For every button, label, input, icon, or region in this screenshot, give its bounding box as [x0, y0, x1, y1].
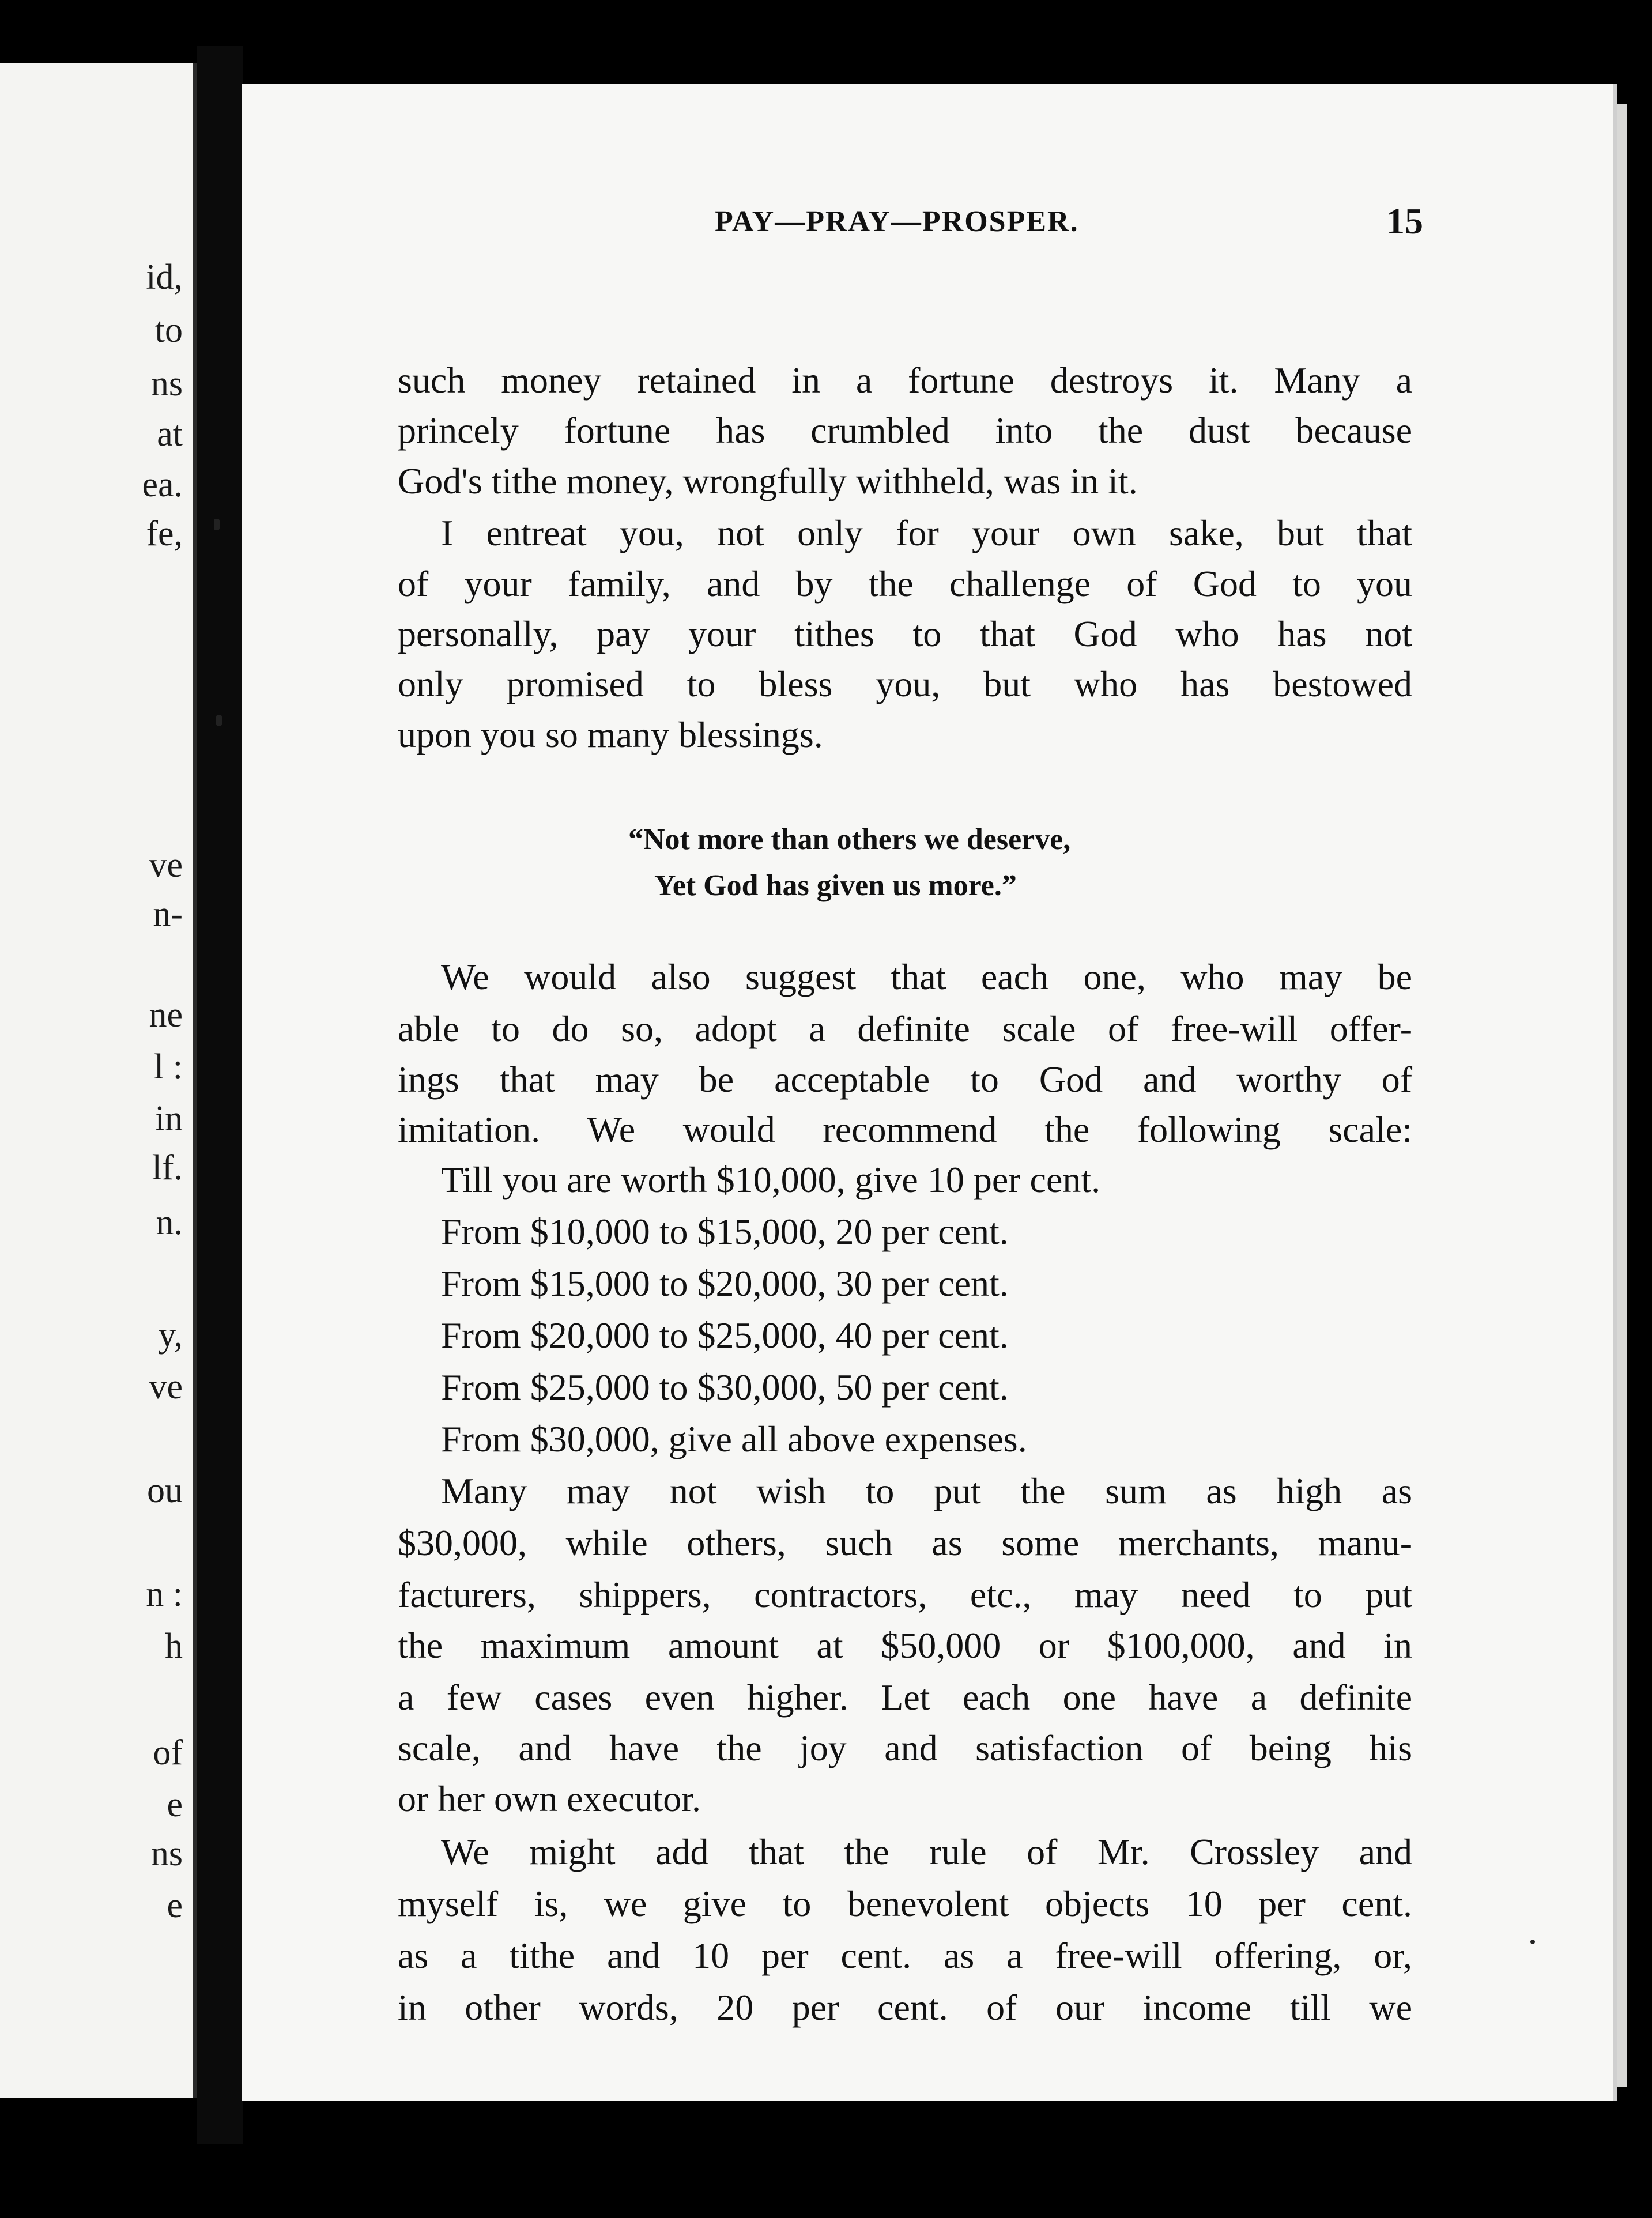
text-line: the maximum amount at $50,000 or $100,000, and in [398, 1625, 1412, 1666]
binding-stitch-mark [216, 715, 222, 726]
text-line: able to do so, adopt a definite scale of free-will offer- [398, 1008, 1412, 1049]
text-line: scale, and have the joy and satisfaction of being his [398, 1727, 1412, 1768]
text-line: only promised to bless you, but who has bestowed [398, 663, 1412, 704]
left-fragment: e [167, 1785, 183, 1824]
scale-line: From $20,000 to $25,000, 40 per cent. [441, 1315, 1009, 1356]
text-line: imitation. We would recommend the following scale: [398, 1109, 1412, 1150]
text-line: princely fortune has crumbled into the dust because [398, 410, 1412, 451]
text-line: facturers, shippers, contractors, etc., may need to put [398, 1574, 1412, 1615]
scale-line: From $30,000, give all above expenses. [441, 1419, 1027, 1459]
quotation-line: “Not more than others we deserve, [628, 823, 1071, 856]
left-fragment: l : [154, 1047, 183, 1087]
scale-line: From $15,000 to $20,000, 30 per cent. [441, 1263, 1009, 1304]
book-page [242, 84, 1617, 2101]
print-speck [1530, 1940, 1535, 1944]
binding-stitch-mark [214, 519, 220, 530]
scale-line: Till you are worth $10,000, give 10 per cent. [441, 1159, 1101, 1200]
text-line: of your family, and by the challenge of God to you [398, 563, 1412, 604]
text-line: in other words, 20 per cent. of our income till we [398, 1987, 1412, 2028]
text-line: We might add that the rule of Mr. Crossley and [441, 1831, 1412, 1872]
quotation-line: Yet God has given us more.” [654, 869, 1017, 902]
page-edge [1617, 104, 1627, 2087]
left-fragment: lf. [152, 1148, 183, 1187]
text-line: God's tithe money, wrongfully withheld, was in it. [398, 461, 1138, 501]
left-fragment: ns [150, 364, 183, 403]
running-head-title: PAY—PRAY—PROSPER. [715, 205, 1079, 238]
text-line: personally, pay your tithes to that God who has not [398, 613, 1412, 654]
book-gutter [197, 46, 243, 2144]
left-fragment: h [165, 1627, 183, 1666]
left-fragment: at [157, 414, 183, 454]
left-fragment: id, [146, 258, 183, 297]
text-line: I entreat you, not only for your own sake, but that [441, 512, 1412, 553]
left-fragment: ns [150, 1834, 183, 1873]
page-number: 15 [1386, 201, 1423, 242]
previous-page-edge [0, 63, 197, 2098]
left-fragment: y, [158, 1315, 183, 1355]
text-line: $30,000, while others, such as some merchants, manu- [398, 1522, 1412, 1563]
running-head [242, 201, 1617, 251]
text-line: Many may not wish to put the sum as high as [441, 1470, 1412, 1511]
text-line: a few cases even higher. Let each one have a definite [398, 1677, 1412, 1718]
left-fragment: of [153, 1733, 183, 1772]
left-fragment: ve [149, 846, 183, 885]
text-line: ings that may be acceptable to God and worthy of [398, 1059, 1412, 1100]
left-fragment: ve [149, 1367, 183, 1406]
left-fragment: fe, [146, 514, 183, 553]
text-line: We would also suggest that each one, who may be [441, 956, 1412, 997]
text-line: upon you so many blessings. [398, 714, 823, 755]
text-line: myself is, we give to benevolent objects 10 per cent. [398, 1883, 1412, 1924]
left-fragment: ea. [142, 465, 183, 504]
left-fragment: e [167, 1886, 183, 1925]
scale-line: From $25,000 to $30,000, 50 per cent. [441, 1367, 1009, 1408]
left-fragment: n. [156, 1203, 183, 1242]
left-fragment: ne [149, 995, 183, 1035]
left-fragment: in [154, 1099, 183, 1138]
scale-line: From $10,000 to $15,000, 20 per cent. [441, 1211, 1009, 1252]
left-fragment: ou [147, 1471, 183, 1510]
left-fragment: n- [153, 895, 183, 934]
text-line: or her own executor. [398, 1778, 701, 1819]
text-line: as a tithe and 10 per cent. as a free-will offering, or, [398, 1935, 1412, 1976]
left-fragment: to [154, 311, 183, 350]
text-line: such money retained in a fortune destroys it. Many a [398, 360, 1412, 401]
left-fragment: n : [146, 1575, 183, 1614]
